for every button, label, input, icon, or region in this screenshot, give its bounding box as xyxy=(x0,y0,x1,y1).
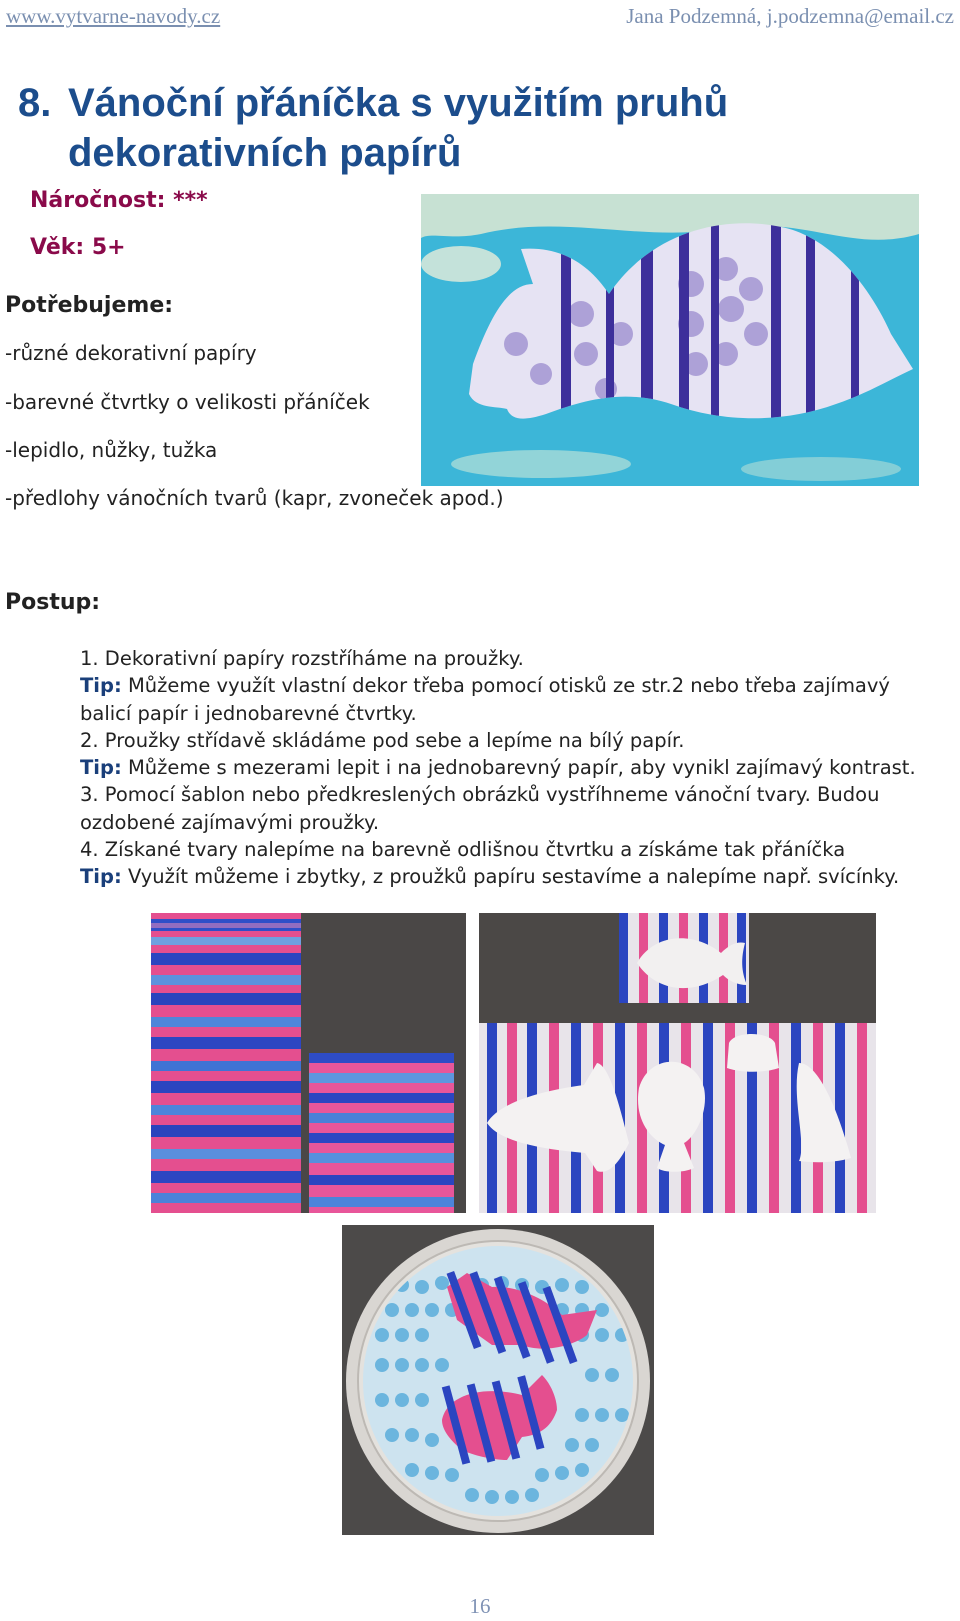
steps-list xyxy=(80,645,950,891)
step-text: 3. Pomocí šablon nebo předkreslených obrázků vystříhneme vánoční tvary. Budou xyxy=(80,783,880,807)
needs-item: -různé dekorativní papíry xyxy=(5,341,257,365)
fish-card-photo xyxy=(421,194,919,486)
step-text: Můžeme s mezerami lepit i na jednobarevný papír, aby vynikl zajímavý kontrast. xyxy=(121,756,916,780)
page-title xyxy=(18,78,778,178)
paper-strips-photo xyxy=(151,913,466,1213)
title-number: 8. xyxy=(18,81,52,125)
step-line xyxy=(80,781,950,808)
needs-heading: Potřebujeme: xyxy=(5,293,174,318)
step-line xyxy=(80,727,950,754)
difficulty-label: Náročnost: *** xyxy=(30,188,208,213)
needs-item: -předlohy vánočních tvarů (kapr, zvoneček apod.) xyxy=(5,486,504,510)
step-line xyxy=(80,809,950,836)
tip-label: Tip: xyxy=(80,865,122,889)
step-text: Můžeme využít vlastní dekor třeba pomocí otisků ze str.2 nebo třeba zajímavý xyxy=(121,674,890,698)
title-line-1: Vánoční přáníčka s využitím pruhů xyxy=(68,81,729,125)
cut-shapes-photo xyxy=(479,913,876,1213)
step-line xyxy=(80,863,950,890)
title-line-2: dekorativních papírů xyxy=(68,131,462,175)
step-text: 1. Dekorativní papíry rozstříháme na proužky. xyxy=(80,647,524,670)
site-link[interactable]: www.vytvarne-navody.cz xyxy=(6,4,221,28)
needs-item: -lepidlo, nůžky, tužka xyxy=(5,438,218,462)
step-line xyxy=(80,836,950,863)
step-line xyxy=(80,645,950,672)
step-text: 4. Získané tvary nalepíme na barevně odlišnou čtvrtku a získáme tak přáníčka xyxy=(80,838,846,862)
step-text: 2. Proužky střídavě skládáme pod sebe a lepíme na bílý papír. xyxy=(80,728,685,752)
step-text: ozdobené zajímavými proužky. xyxy=(80,810,380,834)
step-line xyxy=(80,700,950,727)
needs-item: -barevné čtvrtky o velikosti přáníček xyxy=(5,390,370,414)
step-line xyxy=(80,672,950,699)
step-line xyxy=(80,754,950,781)
page-number: 16 xyxy=(469,1594,491,1618)
steps-heading: Postup: xyxy=(5,590,101,615)
step-text: balicí papír i jednobarevné čtvrtky. xyxy=(80,701,417,725)
tip-label: Tip: xyxy=(80,756,122,780)
age-label: Věk: 5+ xyxy=(30,235,126,260)
tip-label: Tip: xyxy=(80,674,122,698)
paper-plate-photo xyxy=(342,1225,654,1535)
step-text: Využít můžeme i zbytky, z proužků papíru sestavíme a nalepíme např. svícínky. xyxy=(121,865,900,889)
author-contact: Jana Podzemná, j.podzemna@email.cz xyxy=(626,4,954,28)
